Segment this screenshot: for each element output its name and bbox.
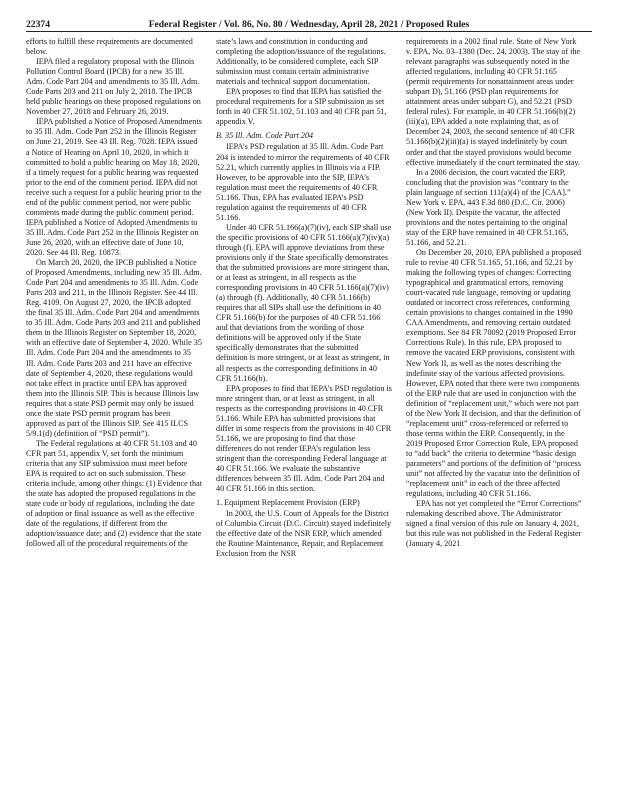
section-heading: 1. Equipment Replacement Provision (ERP) — [216, 498, 360, 508]
column-2 — [216, 37, 392, 790]
paragraph: efforts to fulfill these requirements are documented below. — [26, 37, 193, 57]
section-heading: B. 35 Ill. Adm. Code Part 204 — [216, 131, 314, 141]
paragraph: On December 20, 2010, EPA published a proposed rule to revise 40 CFR 51.165, 51.166, and 52.21 by making the following types of changes: Correcting typographical and grammatical errors, removing court-vacated rule language, removing or updating outdated or incorrect cross references, conforming certain provisions to changes contained in the 1990 CAA Amendments, and removing certain outdated exemptions. See 84 FR 70092 (2019 Proposed Error Corrections Rule). In this rule, EPA proposed to remove the vacated ERP provisions, consistent with New York II, as well as the notes describing the indefinite stay of the various affected provisions. However, EPA noted that there were two components of the ERP rule that are used in conjunction with the definition of “replacement unit,” which were not part of the New York II decision, and that the definition of “replacement unit” cross-referenced or referred to those terms within the ERP. Consequently, in the 2019 Proposed Error Correction Rule, EPA proposed to “add back” the criteria to determine “basic design parameters” and portions of the definition of “process unit” not affected by the vacatur into the definition of “replacement unit” in each of the three affected regulations, including 40 CFR 51.166. — [406, 247, 582, 499]
paragraph: In a 2006 decision, the court vacated the ERP, concluding that the provision was “contrary to the plain language of section 111(a)(4) of the [CAA].” New York v. EPA, 443 F.3d 880 (D.C. Cir. 2006) (New York II). Despite the vacatur, the affected provisions and the notes pertaining to the original stay of the ERP have remained in 40 CFR 51.165, 51.166, and 52.21. — [406, 167, 571, 247]
text-columns — [26, 37, 592, 790]
column-1 — [26, 37, 202, 790]
paragraph: EPA has not yet completed the “Error Corrections” rulemaking described above. The Administrator signed a final version of this rule on January 4, 2021, but this rule was not published in the Federal Register (January 4, 2021 — [406, 499, 582, 549]
paragraph: IEPA published a Notice of Proposed Amendments to 35 Ill. Adm. Code Part 252 in the Illinois Register on June 21, 2019. See 43 Ill. Reg. 7028. IEPA issued a Notice of Hearing on April 10, 2020, in which it committed to hold a public hearing on May 18, 2020, if a timely request for a public hearing was requested prior to the end of the comment period. IEPA did not receive such a request for a public hearing prior to the end of the public comment period, nor were public comments made during the public comment period. IEPA published a Notice of Adopted Amendments to 35 Ill. Adm. Code Part 252 in the Illinois Register on June 26, 2020, with an effective date of June 10, 2020. See 44 Ill. Reg. 10873. — [26, 117, 202, 257]
paragraph: On March 20, 2020, the IPCB published a Notice of Proposed Amendments, including new 35 Ill. Adm. Code Part 204 and amendments to 35 Ill. Adm. Code Parts 203 and 211, in the Illinois Register. See 44 Ill. Reg. 4109. On August 27, 2020, the IPCB adopted the final 35 Ill. Adm. Code Part 204 and amendments to 35 Ill. Adm. Code Parts 203 and 211 and published them in the Illinois Register on September 18, 2020, with an effective date of September 4, 2020. While 35 Ill. Adm. Code Part 204 and the amendments to 35 Ill. Adm. Code Parts 203 and 211 have an effective date of September 4, 2020, these regulations would not take effect in practice until EPA has approved them into the Illinois SIP. This is because Illinois law requires that a state PSD permit may only be issued once the state PSD permit program has been approved as part of the Illinois SIP. See 415 ILCS 5/9.1(d) (definition of “PSD permit”). — [26, 258, 202, 438]
paragraph: In 2003, the U.S. Court of Appeals for the District of Columbia Circuit (D.C. Circuit) stayed indefinitely the effective date of the NSR ERP, which amended the Routine Maintenance, Repair, and Replacement Exclusion from the NSR — [216, 509, 392, 559]
paragraph: The Federal regulations at 40 CFR 51.103 and 40 CFR part 51, appendix V, set forth the minimum criteria that any SIP submission must meet before EPA is required to act on such submission. These criteria include, among other things: (1) Evidence that the state has adopted the proposed regulations in the state code or body of regulations, including the date of adoption or final issuance as well as the effective date of the regulations, if different from the adoption/issuance date; and (2) evidence that the state followed all of the procedural requirements of the — [26, 438, 202, 549]
header-rule — [26, 31, 592, 32]
paragraph: Under 40 CFR 51.166(a)(7)(iv), each SIP shall use the specific provisions of 40 CFR 51.166(a)(7)(iv)(a) through (f). EPA will approve deviations from these provisions only if the State specifically demonstrates that the submitted provisions are more stringent than, or at least as stringent, in all respects as the corresponding provisions in 40 CFR 51.166(a)(7)(iv)(a) through (f). Additionally, 40 CFR 51.166(b) requires that all SIPs shall use the definitions in 40 CFR 51.166(b) for the purposes of 40 CFR 51.166 and that deviations from the wording of those definitions will be approved only if the State specifically demonstrates that the submitted definition is more stringent, or at least as stringent, in all respects as the corresponding definitions in 40 CFR 51.166(b). — [216, 222, 392, 383]
paragraph: IEPA’s PSD regulation at 35 Ill. Adm. Code Part 204 is intended to mirror the requirements of 40 CFR 52.21, which currently applies in Illinois via a FIP. However, to be approvable into the SIP, IEPA’s regulation must meet the requirements of 40 CFR 51.166. Thus, EPA has evaluated IEPA’s PSD regulation against the requirements of 40 CFR 51.166. — [216, 142, 390, 222]
paragraph: EPA proposes to find that IEPA has satisfied the procedural requirements for a SIP submission as set forth in 40 CFR 51.102, 51.103 and 40 CFR part 51, appendix V. — [216, 87, 387, 127]
running-header — [26, 16, 592, 30]
running-title: Federal Register / Vol. 86, No. 80 / Wednesday, April 28, 2021 / Proposed Rules — [148, 19, 470, 30]
paragraph: IEPA filed a regulatory proposal with the Illinois Pollution Control Board (IPCB) for a new 35 Ill. Adm. Code Part 204 and amendments to 35 Ill. Adm. Code Parts 203 and 211 on July 2, 2018. The IPCB held public hearings on these proposed regulations on November 27, 2018 and February 26, 2019. — [26, 57, 201, 117]
column-3 — [406, 37, 582, 790]
paragraph: EPA proposes to find that IEPA’s PSD regulation is more stringent than, or at least as stringent, in all respects as the corresponding provisions in 40 CFR 51.166. While EPA has submitted provisions that differ in some respects from the provisions in 40 CFR 51.166, we are proposing to find that those differences do not render IEPA’s regulation less stringent than the corresponding Federal language at 40 CFR 51.166. We evaluate the substantive differences between 35 Ill. Adm. Code Part 204 and 40 CFR 51.166 in this section. — [216, 383, 392, 494]
paragraph: state’s laws and constitution in conducting and completing the adoption/issuance of the regulations. Additionally, to be considered complete, each SIP submission must contain certain administrative materials and technical support documentation. — [216, 37, 386, 87]
page-number: 22374 — [26, 19, 50, 30]
paragraph: requirements in a 2002 final rule. State of New York v. EPA, No. 03–1380 (Dec. 24, 2003). The stay of the relevant paragraphs was subsequently noted in the affected regulations, including 40 CFR 51.165 (permit requirements for nonattainment areas under subpart D), 51.166 (PSD plan requirements for attainment areas under subpart G), and 52.21 (PSD federal rules). For example, in 40 CFR 51.166(b)(2)(iii)(a), EPA added a note explaining that, as of December 24, 2003, the second sentence of 40 CFR 51.166(b)(2)(iii)(a) is stayed indefinitely by court order and that the stayed provisions would become effective immediately if the court terminated the stay. — [406, 37, 581, 167]
